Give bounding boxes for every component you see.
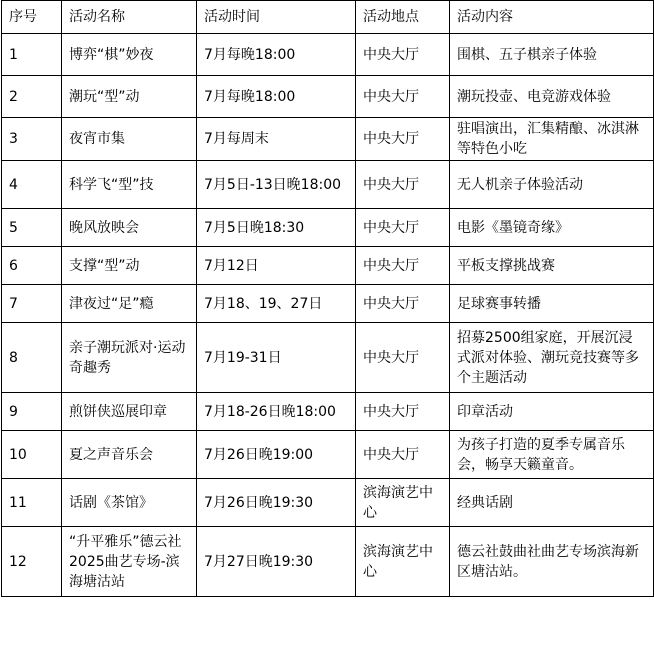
cell-number: 6	[2, 247, 62, 285]
cell-number: 4	[2, 161, 62, 209]
cell-number: 3	[2, 118, 62, 161]
cell-activity-name: 煎饼侠巡展印章	[62, 393, 197, 431]
cell-activity-place: 中央大厅	[356, 431, 450, 479]
cell-activity-time: 7月5日-13日晚18:00	[197, 161, 356, 209]
cell-activity-place: 中央大厅	[356, 209, 450, 247]
cell-activity-content: 经典话剧	[450, 479, 654, 527]
cell-activity-content: 德云社鼓曲社曲艺专场滨海新区塘沽站。	[450, 527, 654, 597]
cell-activity-place: 中央大厅	[356, 76, 450, 118]
cell-activity-content: 平板支撑挑战赛	[450, 247, 654, 285]
cell-activity-name: 津夜过“足”瘾	[62, 285, 197, 323]
cell-activity-name: 科学飞“型”技	[62, 161, 197, 209]
table-row	[2, 247, 654, 285]
header-activity-name: 活动名称	[62, 1, 197, 34]
cell-activity-time: 7月每晚18:00	[197, 34, 356, 76]
table-row	[2, 76, 654, 118]
cell-activity-content: 电影《墨镜奇缘》	[450, 209, 654, 247]
cell-activity-time: 7月19-31日	[197, 323, 356, 393]
header-activity-time: 活动时间	[197, 1, 356, 34]
cell-activity-name: 话剧《茶馆》	[62, 479, 197, 527]
cell-activity-place: 中央大厅	[356, 393, 450, 431]
cell-activity-time: 7月18-26日晚18:00	[197, 393, 356, 431]
cell-activity-time: 7月5日晚18:30	[197, 209, 356, 247]
cell-activity-place: 中央大厅	[356, 161, 450, 209]
table-row	[2, 479, 654, 527]
cell-number: 11	[2, 479, 62, 527]
cell-activity-time: 7月每周末	[197, 118, 356, 161]
cell-activity-place: 中央大厅	[356, 323, 450, 393]
table-row	[2, 323, 654, 393]
activity-table	[1, 0, 654, 597]
cell-activity-place: 中央大厅	[356, 34, 450, 76]
cell-activity-content: 为孩子打造的夏季专属音乐会，畅享天籁童音。	[450, 431, 654, 479]
cell-activity-content: 招募2500组家庭，开展沉浸式派对体验、潮玩竞技赛等多个主题活动	[450, 323, 654, 393]
header-row	[2, 1, 654, 34]
cell-number: 9	[2, 393, 62, 431]
cell-activity-place: 中央大厅	[356, 285, 450, 323]
cell-activity-name: “升平雅乐”德云社2025曲艺专场-滨海塘沽站	[62, 527, 197, 597]
header-activity-content: 活动内容	[450, 1, 654, 34]
cell-activity-name: 夜宵市集	[62, 118, 197, 161]
cell-number: 1	[2, 34, 62, 76]
cell-activity-content: 驻唱演出，汇集精酿、冰淇淋等特色小吃	[450, 118, 654, 161]
cell-activity-name: 夏之声音乐会	[62, 431, 197, 479]
cell-activity-name: 晚风放映会	[62, 209, 197, 247]
table-row	[2, 285, 654, 323]
cell-activity-content: 足球赛事转播	[450, 285, 654, 323]
cell-number: 12	[2, 527, 62, 597]
table-row	[2, 34, 654, 76]
cell-activity-content: 潮玩投壶、电竞游戏体验	[450, 76, 654, 118]
cell-number: 5	[2, 209, 62, 247]
cell-number: 8	[2, 323, 62, 393]
table-row	[2, 527, 654, 597]
cell-activity-time: 7月每晚18:00	[197, 76, 356, 118]
cell-activity-name: 潮玩“型”动	[62, 76, 197, 118]
table-row	[2, 431, 654, 479]
table-row	[2, 393, 654, 431]
cell-activity-time: 7月12日	[197, 247, 356, 285]
header-number: 序号	[2, 1, 62, 34]
table-row	[2, 118, 654, 161]
table-row	[2, 161, 654, 209]
header-activity-place: 活动地点	[356, 1, 450, 34]
cell-activity-place: 滨海演艺中心	[356, 479, 450, 527]
cell-activity-place: 中央大厅	[356, 118, 450, 161]
cell-number: 2	[2, 76, 62, 118]
cell-number: 10	[2, 431, 62, 479]
cell-activity-name: 亲子潮玩派对·运动奇趣秀	[62, 323, 197, 393]
cell-activity-place: 中央大厅	[356, 247, 450, 285]
cell-activity-time: 7月26日晚19:30	[197, 479, 356, 527]
cell-number: 7	[2, 285, 62, 323]
cell-activity-content: 印章活动	[450, 393, 654, 431]
cell-activity-content: 无人机亲子体验活动	[450, 161, 654, 209]
cell-activity-content: 围棋、五子棋亲子体验	[450, 34, 654, 76]
cell-activity-time: 7月18、19、27日	[197, 285, 356, 323]
cell-activity-name: 博弈“棋”妙夜	[62, 34, 197, 76]
cell-activity-time: 7月26日晚19:00	[197, 431, 356, 479]
cell-activity-time: 7月27日晚19:30	[197, 527, 356, 597]
table-row	[2, 209, 654, 247]
cell-activity-place: 滨海演艺中心	[356, 527, 450, 597]
cell-activity-name: 支撑“型”动	[62, 247, 197, 285]
